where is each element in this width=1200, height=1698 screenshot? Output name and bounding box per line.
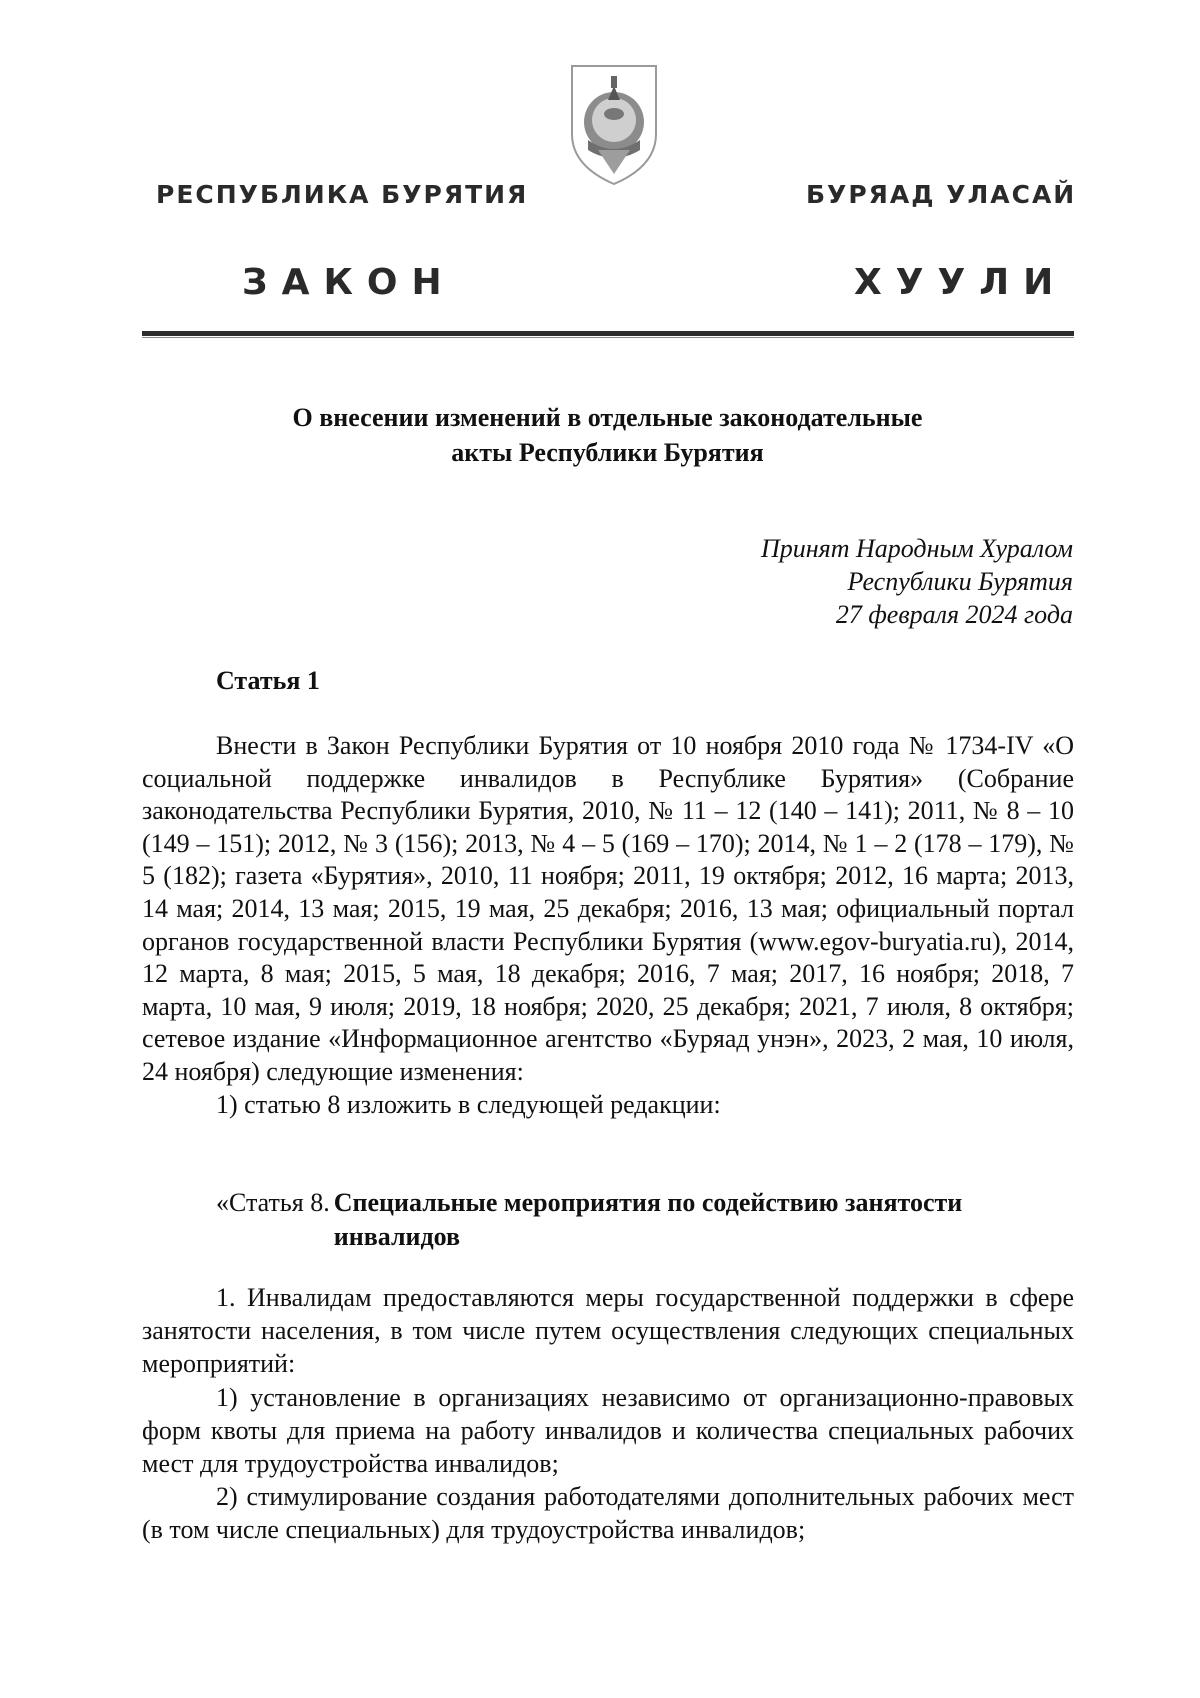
article-8-item-2: 2) стимулирование создания работодателями дополнительных рабочих мест (в том числе специальных) для трудоустройства инвалидов; [142,1482,1074,1545]
article-8-title: Специальные мероприятия по содействию занятости инвалидов [333,1188,963,1251]
document-type-russian: ЗАКОН [242,262,456,303]
adoption-line-2: Республики Бурятия [847,567,1073,596]
article-8-heading [216,1186,1034,1254]
law-title-line-1: О внесении изменений в отдельные законодательные [292,403,923,432]
article-8-body [142,1281,1074,1547]
article-8-paragraph-1: 1. Инвалидам предоставляются меры государственной поддержки в сфере занятости населения, в том числе путем осуществления следующих специальных мероприятий: [142,1283,1074,1379]
law-title-line-2: акты Республики Бурятия [451,438,764,467]
article-8-label: «Статья 8. [216,1188,330,1217]
article-1-body [142,730,1074,1121]
article-8-item-1: 1) установление в организациях независимо от организационно-правовых форм квоты для приема на работу инвалидов и количества специальных рабочих мест для трудоустройства инвалидов; [142,1382,1074,1479]
article-1-heading: Статья 1 [216,666,320,695]
article-1-paragraph: Внести в Закон Республики Бурятия от 10 ноября 2010 года № 1734-IV «О социальной поддержке инвалидов в Республике Бурятия» (Собрание законодательства Республики Бурятия, 2010, № 11 – 12 (140 – 141); 2011, № 8 – 10 (149 – 151); 2012, № 3 (156); 2013, № 4 – 5 (169 – 170); 2014, № 1 – 2 (178 – 179), № 5 (182); газета «Бурятия», 2010, 11 ноября; 2011, 19 октября; 2012, 16 марта; 2013, 14 мая; 2014, 13 мая; 2015, 19 мая, 25 декабря; 2016, 13 мая; официальный портал органов государственной власти Республики Бурятия (www.egov-buryatia.ru), 2014, 12 марта, 8 мая; 2015, 5 мая, 18 декабря; 2016, 7 мая; 2017, 16 ноября; 2018, 7 марта, 10 мая, 9 июля; 2019, 18 ноября; 2020, 25 декабря; 2021, 7 июля, 8 октября; сетевое издание «Информационное агентство «Буряад унэн», 2023, 2 мая, 10 июля, 24 ноября) следующие изменения: [142,731,1074,1086]
adoption-date: 27 февраля 2024 года [835,600,1073,629]
law-title [140,400,1075,470]
document-type-buryat: ХУУЛИ [854,262,1068,303]
region-name-russian: РЕСПУБЛИКА БУРЯТИЯ [156,180,529,209]
adoption-line-1: Принят Народным Хуралом [760,534,1073,563]
article-1-item-1: 1) статью 8 изложить в следующей редакции: [216,1089,721,1119]
region-name-buryat: БУРЯАД УЛАСАЙ [806,180,1077,209]
header-divider-thin [142,337,1074,338]
coat-of-arms-emblem [568,62,660,186]
adoption-note [761,532,1073,631]
header-divider [142,331,1074,336]
